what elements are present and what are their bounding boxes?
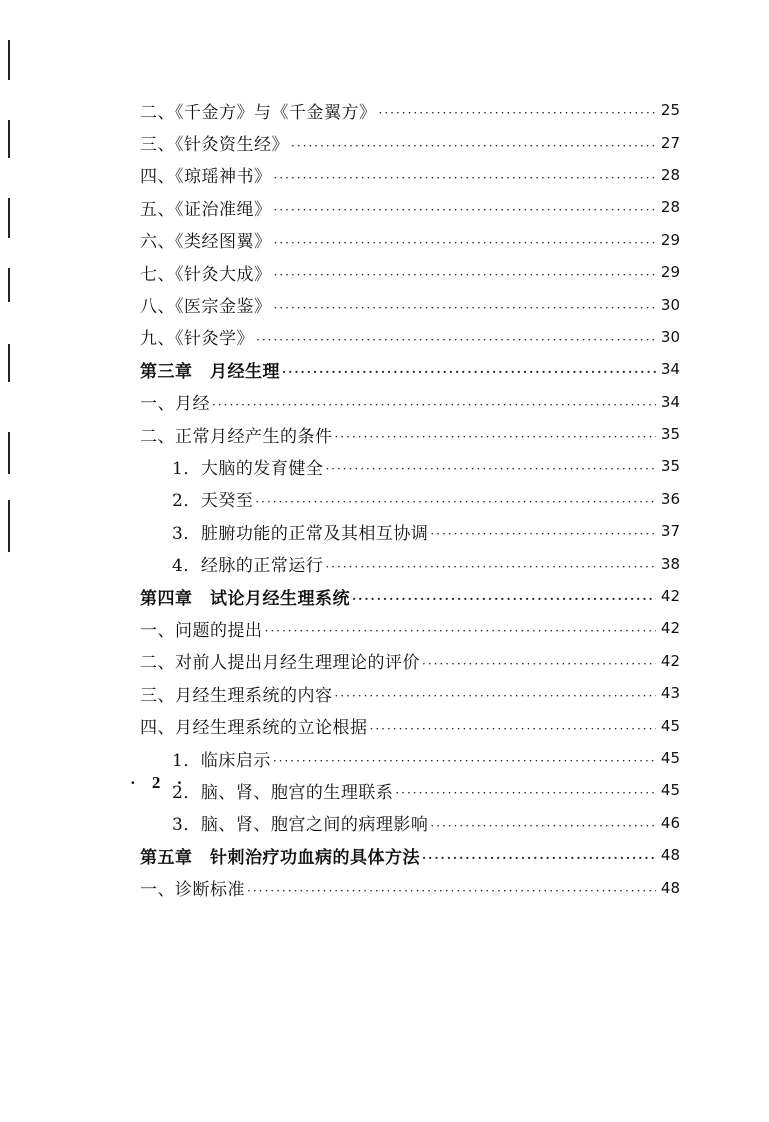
toc-entry-page: 29 — [660, 230, 680, 249]
edge-mark — [8, 198, 10, 238]
toc-entry-title: 七、《针灸大成》 — [140, 264, 272, 285]
edge-mark — [8, 268, 10, 302]
toc-entry-row — [140, 483, 680, 515]
toc-entry-page: 45 — [660, 749, 680, 767]
toc-dot-leader — [255, 496, 656, 508]
toc-dot-leader — [422, 658, 656, 670]
toc-entry-title: 四、《琼瑶神书》 — [140, 167, 272, 188]
edge-mark — [8, 432, 10, 474]
toc-dot-leader — [335, 431, 657, 443]
toc-entry-title: 2．天癸至 — [172, 491, 254, 512]
toc-entry-row — [140, 386, 680, 418]
page-number: · 2 · — [130, 773, 189, 792]
toc-dot-leader — [265, 625, 657, 637]
toc-entry-row — [140, 450, 680, 482]
toc-entry-row — [140, 191, 680, 223]
toc-entry-row — [140, 807, 680, 839]
toc-entry-row — [140, 94, 680, 126]
toc-entry-title: 4．经脉的正常运行 — [172, 556, 324, 577]
toc-entry-page: 34 — [660, 392, 680, 411]
toc-entry-row — [140, 256, 680, 288]
toc-dot-leader — [274, 269, 657, 281]
toc-entry-row — [140, 645, 680, 677]
toc-dot-leader — [352, 593, 656, 605]
toc-entry-title: 九、《针灸学》 — [140, 329, 254, 350]
toc-entry-row — [140, 126, 680, 158]
edge-mark — [8, 344, 10, 382]
toc-entry-page: 27 — [660, 133, 680, 152]
toc-entry-page: 43 — [660, 684, 680, 703]
toc-entry-page: 46 — [660, 813, 680, 832]
toc-dot-leader — [291, 140, 656, 152]
toc-entry-page: 30 — [660, 327, 680, 346]
toc-entry-row — [140, 612, 680, 644]
toc-entry-page: 36 — [660, 489, 680, 508]
toc-dot-leader — [274, 172, 657, 184]
toc-entry-page: 42 — [660, 587, 680, 606]
toc-entry-row — [140, 677, 680, 709]
edge-mark — [8, 120, 10, 158]
toc-dot-leader — [256, 334, 656, 346]
toc-dot-leader — [379, 107, 657, 119]
toc-dot-leader — [370, 723, 657, 735]
toc-entry-title: 三、《针灸资生经》 — [140, 135, 289, 156]
toc-entry-title: 四、月经生理系统的立论根据 — [140, 718, 368, 739]
edge-mark — [8, 40, 10, 80]
toc-entry-row — [140, 418, 680, 450]
toc-entry-page: 45 — [660, 716, 680, 735]
toc-dot-leader — [274, 237, 657, 249]
toc-entry-page: 42 — [660, 619, 680, 638]
toc-entry-title: 六、《类经图翼》 — [140, 232, 272, 253]
toc-entry-page: 25 — [660, 101, 680, 120]
toc-entry-title: 五、《证治准绳》 — [140, 199, 272, 220]
toc-dot-leader — [282, 366, 656, 378]
toc-entry-title: 第四章 试论月经生理系统 — [140, 588, 350, 609]
toc-entry-title: 1．临床启示 — [172, 750, 271, 771]
toc-dot-leader — [430, 820, 656, 832]
toc-dot-leader — [430, 528, 656, 540]
toc-entry-title: 一、诊断标准 — [140, 880, 245, 901]
toc-entry-row — [140, 742, 680, 774]
toc-entry-page: 48 — [660, 878, 680, 897]
toc-entry-title: 第五章 针刺治疗功血病的具体方法 — [140, 847, 420, 868]
toc-entry-row — [140, 159, 680, 191]
toc-entry-page: 30 — [660, 295, 680, 314]
toc-entry-title: 二、《千金方》与《千金翼方》 — [140, 102, 377, 123]
toc-entry-title: 第三章 月经生理 — [140, 361, 280, 382]
toc-dot-leader — [273, 755, 656, 767]
toc-entry-page: 29 — [660, 263, 680, 282]
toc-dot-leader — [247, 885, 656, 897]
toc-chapter-row — [140, 580, 680, 612]
toc-entry-title: 二、正常月经产生的条件 — [140, 426, 333, 447]
toc-entry-title: 3．脏腑功能的正常及其相互协调 — [172, 523, 429, 544]
toc-dot-leader — [325, 463, 656, 475]
toc-entry-row — [140, 288, 680, 320]
toc-dot-leader — [422, 852, 656, 864]
toc-entry-title: 一、问题的提出 — [140, 620, 263, 641]
toc-entry-row — [140, 774, 680, 806]
toc-entry-page: 48 — [660, 846, 680, 865]
toc-entry-title: 3．脑、肾、胞宫之间的病理影响 — [172, 815, 429, 836]
toc-entry-page: 35 — [660, 425, 680, 444]
toc-entry-page: 28 — [660, 165, 680, 184]
toc-entry-title: 三、月经生理系统的内容 — [140, 685, 333, 706]
table-of-contents — [140, 94, 680, 904]
toc-dot-leader — [325, 561, 656, 573]
toc-dot-leader — [274, 302, 657, 314]
toc-entry-title: 八、《医宗金鉴》 — [140, 297, 272, 318]
toc-dot-leader — [335, 690, 657, 702]
toc-entry-row — [140, 547, 680, 579]
toc-chapter-row — [140, 353, 680, 385]
toc-entry-page: 45 — [660, 781, 680, 800]
toc-entry-page: 35 — [660, 457, 680, 476]
toc-chapter-row — [140, 839, 680, 871]
toc-dot-leader — [395, 787, 656, 799]
toc-entry-row — [140, 709, 680, 741]
toc-entry-row — [140, 871, 680, 903]
toc-entry-title: 二、对前人提出月经生理理论的评价 — [140, 653, 420, 674]
toc-entry-page: 34 — [660, 360, 680, 379]
toc-entry-page: 28 — [660, 198, 680, 217]
toc-dot-leader — [274, 204, 657, 216]
toc-dot-leader — [212, 399, 656, 411]
toc-entry-row — [140, 515, 680, 547]
toc-entry-row — [140, 321, 680, 353]
toc-entry-page: 38 — [660, 554, 680, 573]
toc-entry-title: 2．脑、肾、胞宫的生理联系 — [172, 782, 394, 803]
toc-entry-page: 37 — [660, 522, 680, 541]
toc-entry-title: 1．大脑的发育健全 — [172, 458, 324, 479]
toc-entry-page: 42 — [660, 651, 680, 670]
toc-entry-title: 一、月经 — [140, 394, 210, 415]
edge-mark — [8, 500, 10, 552]
toc-entry-row — [140, 224, 680, 256]
